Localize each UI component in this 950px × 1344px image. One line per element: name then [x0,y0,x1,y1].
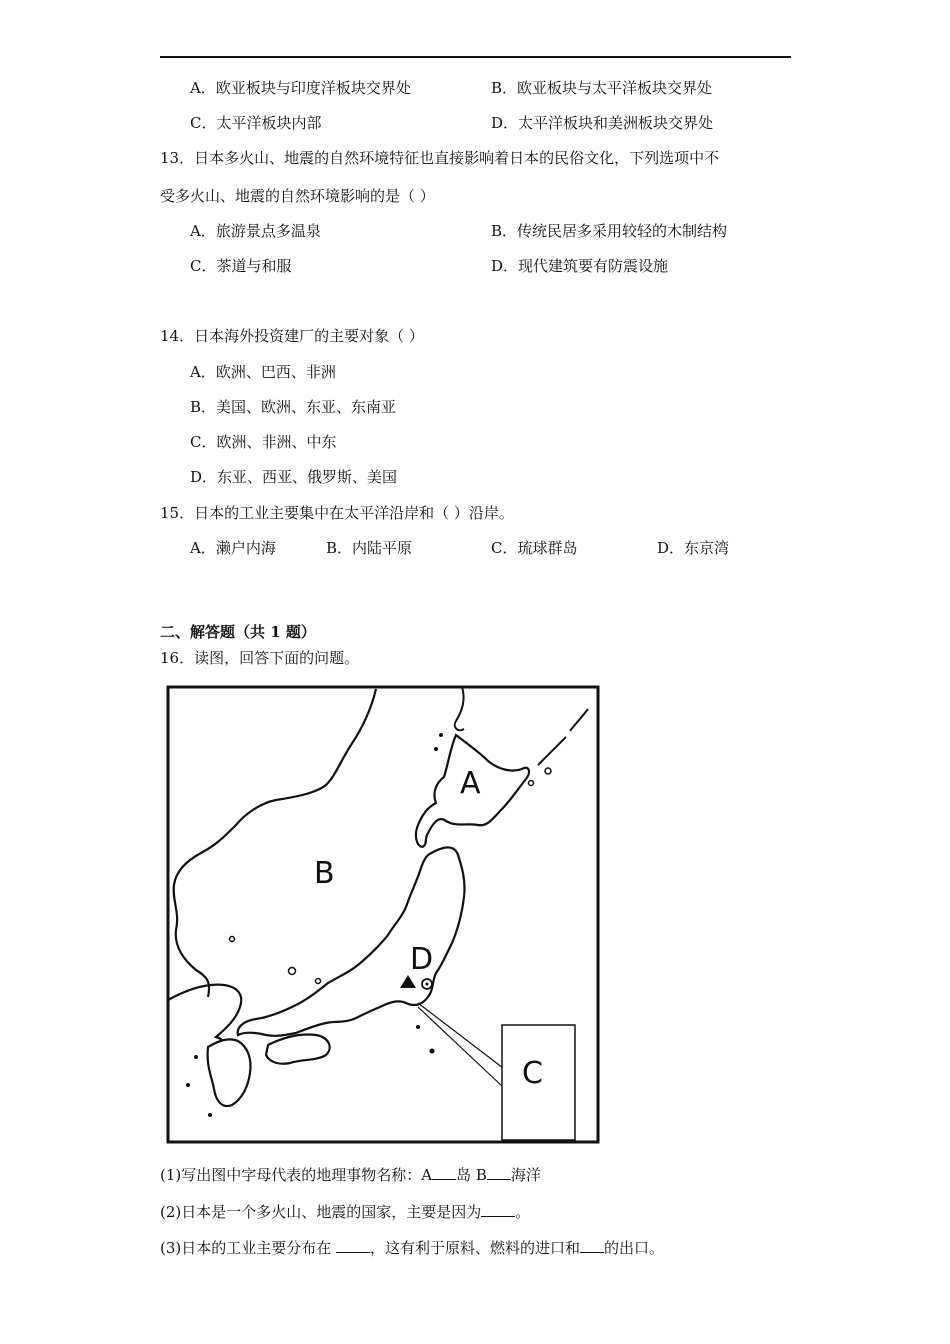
q16-sub2-text-a: (2)日本是一个多火山、地震的国家，主要是因为 [160,1203,482,1221]
map-label-b: B [314,856,335,891]
islet [434,747,438,751]
q16-sub1 [160,1165,541,1185]
q16-sub2-text-b: 。 [515,1203,531,1221]
q13-option-a[interactable]: A．旅游景点多温泉 [190,222,321,240]
islet [208,1113,212,1117]
section-title: 二、解答题（共 1 题） [160,623,316,641]
q13-stem-line2: 受多火山、地震的自然环境影响的是（ ） [160,187,435,205]
answer-blank-location[interactable] [336,1238,370,1253]
q16-sub3-text-b: ，这有利于原料、燃料的进口和 [370,1239,581,1257]
q14-option-c[interactable]: C．欧洲、非洲、中东 [190,433,337,451]
q16-stem: 16．读图，回答下面的问题。 [160,649,360,667]
map-label-d: D [410,942,434,977]
islet [194,1055,198,1059]
japan-map-figure [166,685,600,1145]
q16-sub1-text-c: 海洋 [510,1166,541,1184]
q14-stem: 14．日本海外投资建厂的主要对象（ ） [160,327,424,345]
answer-blank-reason[interactable] [481,1202,515,1217]
q12-option-c[interactable]: C．太平洋板块内部 [190,114,322,132]
q15-stem: 15．日本的工业主要集中在太平洋沿岸和（ ）沿岸。 [160,504,514,522]
answer-blank-export[interactable] [580,1238,604,1253]
q15-option-b[interactable]: B．内陆平原 [326,539,413,557]
q16-sub1-text-b: 岛 B [456,1166,487,1184]
q16-sub3-text-a: (3)日本的工业主要分布在 [160,1239,337,1257]
q15-option-a[interactable]: A．濑户内海 [190,539,276,557]
q12-option-b[interactable]: B．欧亚板块与太平洋板块交界处 [491,79,713,97]
q13-option-c[interactable]: C．茶道与和服 [190,257,292,275]
q14-option-d[interactable]: D．东亚、西亚、俄罗斯、美国 [190,468,398,486]
map-label-c: C [522,1056,543,1091]
q15-option-d[interactable]: D．东京湾 [657,539,730,557]
q12-option-d[interactable]: D．太平洋板块和美洲板块交界处 [491,114,714,132]
q14-option-a[interactable]: A．欧洲、巴西、非洲 [190,363,336,381]
q13-stem-line1: 13．日本多火山、地震的自然环境特征也直接影响着日本的民俗文化，下列选项中不 [160,149,720,167]
islet [430,1049,435,1054]
map-label-a: A [460,766,481,801]
q15-option-c[interactable]: C．琉球群岛 [491,539,578,557]
q14-option-b[interactable]: B．美国、欧洲、东亚、东南亚 [190,398,397,416]
islet [186,1083,190,1087]
q16-sub3-text-c: 的出口。 [604,1239,665,1257]
q16-sub2 [160,1202,530,1222]
q16-sub1-text-a: (1)写出图中字母代表的地理事物名称：A [160,1166,433,1184]
city-marker-dot [426,983,429,986]
answer-blank-b[interactable] [487,1165,511,1180]
islet [439,733,443,737]
answer-blank-a[interactable] [432,1165,456,1180]
header-rule [160,56,791,58]
q13-option-b[interactable]: B．传统民居多采用较轻的木制结构 [491,222,728,240]
q16-sub3 [160,1238,664,1258]
q13-option-d[interactable]: D．现代建筑要有防震设施 [491,257,669,275]
islet [416,1025,420,1029]
q12-option-a[interactable]: A．欧亚板块与印度洋板块交界处 [190,79,411,97]
